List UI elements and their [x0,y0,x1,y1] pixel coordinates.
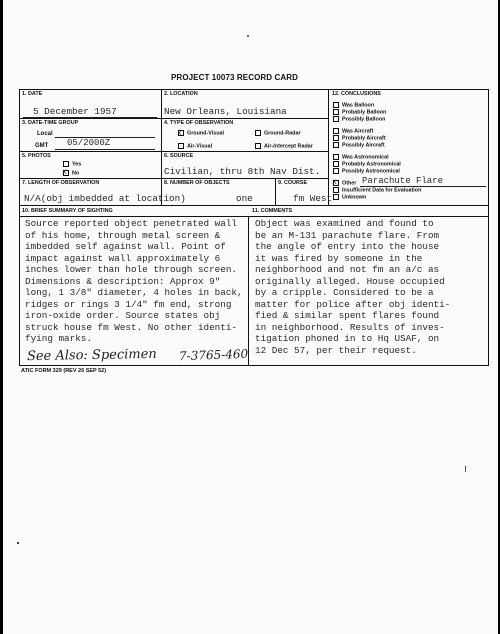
photos-option-yes: Yes [63,161,81,168]
was-astronomical-checkbox [333,154,339,160]
summary-line: Dimensions & description: Approx 9" [25,275,221,287]
table-left-border [19,89,20,365]
other-check-mark: x [332,178,337,187]
type-of-observation-label: 4. TYPE OF OBSERVATION [164,120,234,126]
conclusion-unknown: Unknown [333,194,366,201]
conclusion-was-balloon: Was Balloon [333,102,374,109]
handwritten-note-left: See Also: Specimen [26,346,157,365]
course-value: fm West [293,193,333,204]
air-intercept-radar-checkbox [255,143,261,149]
summary-label: 10. BRIEF SUMMARY OF SIGHTING [22,208,113,214]
form-number: ATIC FORM 329 (REV 26 SEP 52) [21,368,107,374]
number-of-objects-value: one [236,193,253,204]
table-top-border [19,89,489,90]
comments-line: originally alleged. House occupied [255,275,445,287]
summary-line: imbedded self against wall. Point of [25,241,226,252]
air-visual-checkbox [178,143,184,149]
scan-speck [465,466,466,472]
summary-line: ridges or rings 3 1/4" fm end, strong [25,298,232,310]
rule-h5 [19,216,489,217]
observation-option-air-visual: Air-Visual [178,143,212,150]
unknown-checkbox [333,194,339,200]
length-of-observation-value: N/A(obj imbedded at location) [24,193,186,204]
comments-line: be an M-131 parachute flare. From [255,229,440,241]
comments-line: Object was examined and found to [255,218,434,229]
length-of-observation-label: 7. LENGTH OF OBSERVATION [22,180,100,186]
summary-line: inches lower than hole through screen. [25,264,238,275]
summary-line: iron-oxide order. Source states obj [25,310,221,321]
scan-speck [247,35,249,37]
gmt-value: 05/2000Z [67,138,111,148]
conclusion-was-astronomical: Was Astronomical [333,154,389,161]
card-title: PROJECT 10073 RECORD CARD [171,73,298,82]
location-label: 2. LOCATION [164,91,198,97]
scan-speck [17,542,19,544]
rule-h1 [19,118,328,119]
comments-line: it was fired by someone in the [255,252,423,264]
insufficient-data-checkbox [333,187,339,193]
rule-v2 [328,89,329,205]
conclusion-possibly-aircraft: Possibly Aircraft [333,142,385,149]
possibly-balloon-checkbox [333,116,339,122]
ground-radar-checkbox [255,130,261,136]
summary-line: long, 1 3/8" diameter, 4 holes in back, [25,287,243,298]
course-label: 9. COURSE [278,180,308,186]
probably-aircraft-checkbox [333,135,339,141]
comments-line: neighborhood and not fm an a/c as [255,264,440,275]
other-value: Parachute Flare [362,176,444,186]
location-value: New Orleans, Louisiana [164,106,287,117]
handwritten-note-right: 7-3765-460 [178,346,249,364]
possibly-aircraft-checkbox [333,142,339,148]
gmt-underline [55,149,155,150]
source-label: 6. SOURCE [164,153,194,159]
rule-v4 [275,178,276,205]
observation-option-ground-radar: Ground-Radar [255,130,301,137]
observation-option-air-intercept-radar: Air-Intercept Radar [255,143,313,150]
comments-text [255,218,450,356]
comments-line: in neighborhood. Results of inves- [255,321,445,333]
probably-astronomical-checkbox [333,161,339,167]
comments-label: 11. COMMENTS [252,208,293,214]
conclusions-label: 12. CONCLUSIONS [332,91,381,97]
conclusion-was-aircraft: Was Aircraft [333,128,373,135]
conclusion-probably-balloon: Probably Balloon [333,109,386,116]
summary-line: of his home, through metal screen & [25,229,221,241]
comments-line: matter for police after obj identi- [255,298,451,310]
date-label: 1. DATE [22,91,43,97]
summary-text [25,218,243,345]
observation-option-ground-visual: Ground-Visual [178,130,224,137]
local-label: Local [37,131,53,137]
was-balloon-checkbox [333,102,339,108]
source-value: Civilian, thru 8th Nav Dist. [164,166,321,177]
photos-option-no: No [63,170,79,177]
photos-no-check-mark: x [62,168,67,177]
summary-line: fying marks. [25,333,92,344]
summary-line: struck house fm West. No other identi- [25,321,238,333]
rule-h4 [19,205,489,206]
gmt-label: GMT [35,143,49,149]
conclusion-other: Other [333,180,356,187]
was-aircraft-checkbox [333,128,339,134]
possibly-astronomical-checkbox [333,168,339,174]
rule-v3 [248,216,249,365]
rule-h2 [19,151,328,152]
table-bottom-border [19,365,489,366]
photos-label: 5. PHOTOS [22,153,51,159]
date-value: 5 December 1957 [33,106,117,117]
conclusion-possibly-balloon: Possibly Balloon [333,116,385,123]
probably-balloon-checkbox [333,109,339,115]
table-right-border [488,89,489,365]
rule-v1 [161,89,162,205]
conclusion-probably-aircraft: Probably Aircraft [333,135,386,142]
comments-line: the angle of entry into the house [255,241,440,252]
comments-line: by a cripple. Considered to be a [255,287,434,298]
conclusion-probably-astronomical: Probably Astronomical [333,161,401,168]
date-underline [23,117,157,118]
number-of-objects-label: 8. NUMBER OF OBJECTS [164,180,230,186]
comments-line: 12 Dec 57, per their request. [255,344,417,356]
ground-visual-check-mark: x [177,129,182,138]
date-time-group-label: 3. DATE-TIME GROUP [22,120,79,126]
summary-line: Source reported object penetrated wall [25,218,238,229]
conclusion-possibly-astronomical: Possibly Astronomical [333,168,400,175]
comments-line: fied & similar spent flares found [255,310,440,321]
conclusion-insufficient-data: Insufficient Data for Evaluation [333,187,421,194]
comments-line: tigation phoned in to Hq USAF, on [255,333,440,344]
summary-line: impact against wall approximately 6 [25,252,221,264]
